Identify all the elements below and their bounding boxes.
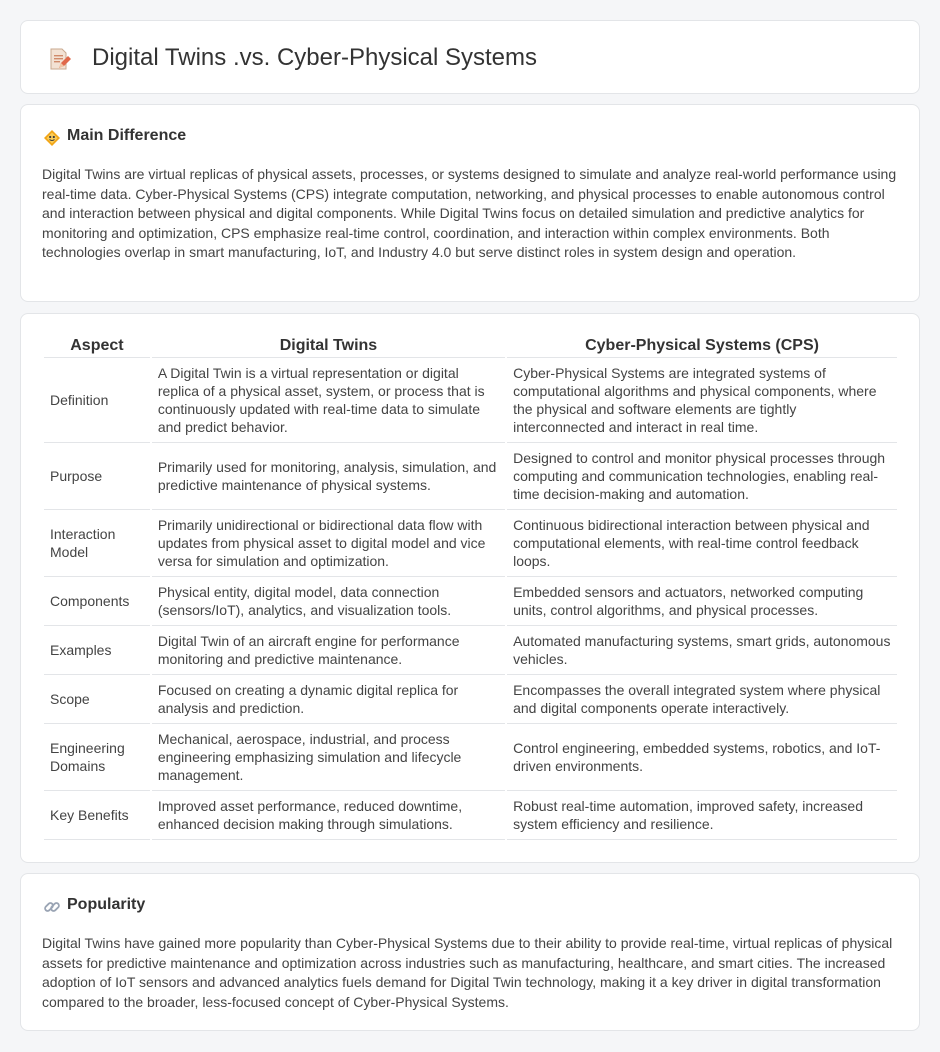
main-difference-text: Digital Twins are virtual replicas of physical assets, processes, or systems designed to simulate and analyze real-world performance using real-time data. Cyber-Physical Systems (CPS) integrate computation, networking, and physical processes to enable autonomous control and interaction between physical and digital components. While Digital Twins focus on detailed simulation and predictive analytics for monitoring and optimization, CPS emphasize real-time control, coordination, and interaction within complex environments. Both technologies overlap in smart manufacturing, IoT, and Industry 4.0 but serve distinct roles in system design and operation. bbox=[42, 166, 897, 260]
header-digital-twins: Digital Twins bbox=[152, 334, 505, 358]
cell-digital-twins: A Digital Twin is a virtual representation or digital replica of a physical asset, system, or process that is continuously updated with real-time data to simulate and predict behavior. bbox=[152, 358, 505, 443]
header-cps: Cyber-Physical Systems (CPS) bbox=[507, 334, 897, 358]
table-row bbox=[44, 358, 897, 443]
page-title: Digital Twins .vs. Cyber-Physical Systems bbox=[92, 44, 538, 71]
cell-aspect: Interaction Model bbox=[44, 510, 150, 577]
cell-aspect: Scope bbox=[44, 675, 150, 724]
cell-digital-twins: Primarily unidirectional or bidirectional data flow with updates from physical asset to digital model and vice versa for simulation and optimization. bbox=[152, 510, 505, 577]
cell-aspect: Examples bbox=[44, 626, 150, 675]
cell-cps: Automated manufacturing systems, smart grids, autonomous vehicles. bbox=[507, 626, 897, 675]
document-pencil-icon bbox=[47, 47, 71, 71]
cell-digital-twins: Primarily used for monitoring, analysis, simulation, and predictive maintenance of physical systems. bbox=[152, 443, 505, 510]
cell-digital-twins: Physical entity, digital model, data connection (sensors/IoT), analytics, and visualization tools. bbox=[152, 577, 505, 626]
cell-aspect: Engineering Domains bbox=[44, 724, 150, 791]
cell-cps: Cyber-Physical Systems are integrated systems of computational algorithms and physical components, where the physical and software elements are tightly interconnected and interact in real time. bbox=[507, 358, 897, 443]
table-row bbox=[44, 577, 897, 626]
table-row bbox=[44, 791, 897, 840]
cell-cps: Embedded sensors and actuators, networked computing units, control algorithms, and physical processes. bbox=[507, 577, 897, 626]
table-row bbox=[44, 724, 897, 791]
table-row bbox=[44, 626, 897, 675]
link-icon bbox=[43, 898, 61, 916]
table-row bbox=[44, 675, 897, 724]
cell-aspect: Key Benefits bbox=[44, 791, 150, 840]
diamond-sign-icon bbox=[43, 129, 61, 147]
cell-aspect: Definition bbox=[44, 358, 150, 443]
cell-aspect: Purpose bbox=[44, 443, 150, 510]
main-difference-heading: Main Difference bbox=[67, 127, 187, 144]
popularity-text: Digital Twins have gained more popularity than Cyber-Physical Systems due to their ability to provide real-time, virtual replicas of physical assets for predictive maintenance and optimization across industries such as manufacturing, healthcare, and smart cities. The increased adoption of IoT sensors and advanced analytics fuels demand for Digital Twin technology, making it a key driver in digital transformation compared to the broader, less-focused concept of Cyber-Physical Systems. bbox=[42, 935, 893, 1010]
popularity-card bbox=[20, 873, 920, 1031]
cell-cps: Designed to control and monitor physical processes through computing and communication technologies, enabling real-time decision-making and automation. bbox=[507, 443, 897, 510]
comparison-card bbox=[20, 313, 920, 863]
cell-digital-twins: Digital Twin of an aircraft engine for performance monitoring and predictive maintenance. bbox=[152, 626, 505, 675]
table-header-row bbox=[44, 334, 897, 358]
cell-digital-twins: Improved asset performance, reduced downtime, enhanced decision making through simulations. bbox=[152, 791, 505, 840]
cell-digital-twins: Mechanical, aerospace, industrial, and process engineering emphasizing simulation and lifecycle management. bbox=[152, 724, 505, 791]
comparison-table bbox=[42, 334, 899, 840]
popularity-heading: Popularity bbox=[67, 896, 146, 913]
cell-digital-twins: Focused on creating a dynamic digital replica for analysis and prediction. bbox=[152, 675, 505, 724]
header-aspect: Aspect bbox=[44, 334, 150, 358]
cell-cps: Control engineering, embedded systems, robotics, and IoT-driven environments. bbox=[507, 724, 897, 791]
table-row bbox=[44, 510, 897, 577]
main-difference-card bbox=[20, 104, 920, 302]
cell-cps: Continuous bidirectional interaction between physical and computational elements, with real-time control feedback loops. bbox=[507, 510, 897, 577]
table-row bbox=[44, 443, 897, 510]
cell-cps: Robust real-time automation, improved safety, increased system efficiency and resilience. bbox=[507, 791, 897, 840]
title-card bbox=[20, 20, 920, 94]
cell-aspect: Components bbox=[44, 577, 150, 626]
cell-cps: Encompasses the overall integrated system where physical and digital components operate interactively. bbox=[507, 675, 897, 724]
